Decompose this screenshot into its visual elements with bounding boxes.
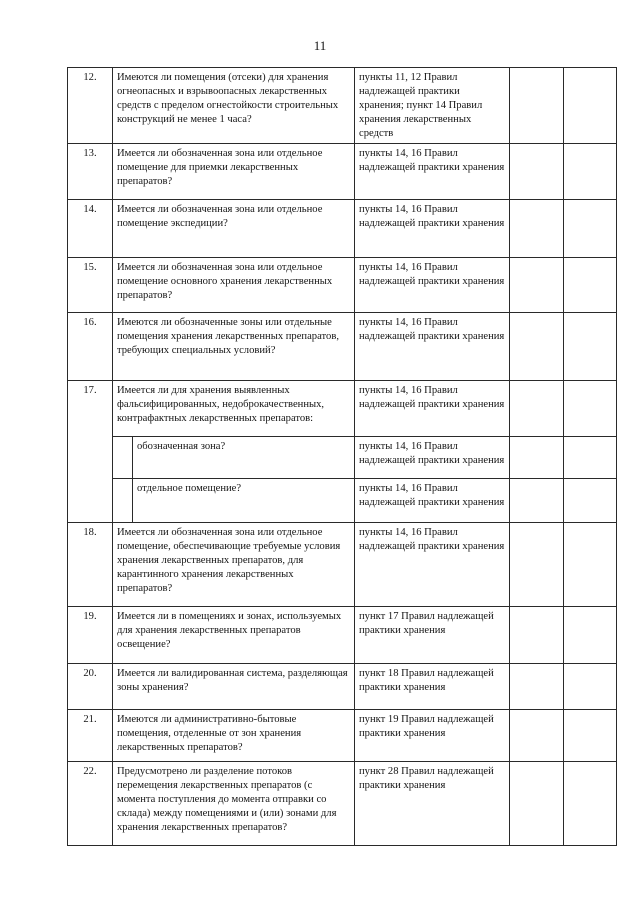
table-row xyxy=(68,313,617,381)
page-number: 11 xyxy=(313,38,327,53)
reference-cell: пункт 17 Правил надлежащей практики хранения xyxy=(355,607,510,664)
row-number: 13. xyxy=(68,144,113,200)
table-row xyxy=(68,68,617,144)
answer-cell[interactable] xyxy=(510,200,564,258)
answer-cell[interactable] xyxy=(510,381,564,437)
note-cell[interactable] xyxy=(564,523,617,607)
note-cell[interactable] xyxy=(564,381,617,437)
answer-cell[interactable] xyxy=(510,607,564,664)
table-row xyxy=(68,200,617,258)
table-row xyxy=(68,607,617,664)
question-cell: Имеются ли административно-бытовые помещения, отделенные от зон хранения лекарственных препаратов? xyxy=(113,710,355,762)
table-subrow xyxy=(68,479,617,523)
reference-cell: пункты 11, 12 Правил надлежащей практики хранения; пункт 14 Правил хранения лекарственных средств xyxy=(355,68,510,144)
reference-cell: пункты 14, 16 Правил надлежащей практики хранения xyxy=(355,200,510,258)
question-cell: Имеется ли обозначенная зона или отдельное помещение экспедиции? xyxy=(113,200,355,258)
answer-cell[interactable] xyxy=(510,313,564,381)
note-cell[interactable] xyxy=(564,200,617,258)
subquestion-cell: отдельное помещение? xyxy=(133,479,355,523)
question-cell: Имеются ли помещения (отсеки) для хранения огнеопасных и взрывоопасных лекарственных средств с пределом огнестойкости строительных конструкций не менее 1 часа? xyxy=(113,68,355,144)
indent-cell xyxy=(113,437,133,479)
reference-cell: пункты 14, 16 Правил надлежащей практики хранения xyxy=(355,258,510,313)
checklist-table xyxy=(67,67,617,846)
table-row xyxy=(68,664,617,710)
note-cell[interactable] xyxy=(564,437,617,479)
row-number: 16. xyxy=(68,313,113,381)
answer-cell[interactable] xyxy=(510,523,564,607)
table-row xyxy=(68,381,617,437)
answer-cell[interactable] xyxy=(510,479,564,523)
reference-cell: пункт 28 Правил надлежащей практики хранения xyxy=(355,762,510,846)
answer-cell[interactable] xyxy=(510,68,564,144)
question-cell: Имеется ли обозначенная зона или отдельное помещение, обеспечивающие требуемые условия хранения лекарственных препаратов, для карантинного хранения лекарственных препаратов? xyxy=(113,523,355,607)
row-number: 15. xyxy=(68,258,113,313)
row-number: 20. xyxy=(68,664,113,710)
question-cell: Имеется ли обозначенная зона или отдельное помещение для приемки лекарственных препаратов? xyxy=(113,144,355,200)
table-subrow xyxy=(68,437,617,479)
note-cell[interactable] xyxy=(564,68,617,144)
row-number: 17. xyxy=(68,381,113,523)
reference-cell: пункты 14, 16 Правил надлежащей практики хранения xyxy=(355,144,510,200)
answer-cell[interactable] xyxy=(510,258,564,313)
reference-cell: пункты 14, 16 Правил надлежащей практики хранения xyxy=(355,479,510,523)
note-cell[interactable] xyxy=(564,710,617,762)
note-cell[interactable] xyxy=(564,762,617,846)
row-number: 19. xyxy=(68,607,113,664)
answer-cell[interactable] xyxy=(510,710,564,762)
table-row xyxy=(68,710,617,762)
row-number: 21. xyxy=(68,710,113,762)
note-cell[interactable] xyxy=(564,258,617,313)
answer-cell[interactable] xyxy=(510,762,564,846)
reference-cell: пункты 14, 16 Правил надлежащей практики хранения xyxy=(355,381,510,437)
note-cell[interactable] xyxy=(564,144,617,200)
row-number: 18. xyxy=(68,523,113,607)
answer-cell[interactable] xyxy=(510,437,564,479)
question-cell: Имеется ли для хранения выявленных фальсифицированных, недоброкачественных, контрафактных лекарственных препаратов: xyxy=(113,381,355,437)
note-cell[interactable] xyxy=(564,607,617,664)
note-cell[interactable] xyxy=(564,313,617,381)
reference-cell: пункты 14, 16 Правил надлежащей практики хранения xyxy=(355,523,510,607)
table-row xyxy=(68,258,617,313)
question-cell: Имеется ли валидированная система, разделяющая зоны хранения? xyxy=(113,664,355,710)
question-cell: Имеется ли в помещениях и зонах, используемых для хранения лекарственных препаратов освещение? xyxy=(113,607,355,664)
reference-cell: пункты 14, 16 Правил надлежащей практики хранения xyxy=(355,313,510,381)
reference-cell: пункт 19 Правил надлежащей практики хранения xyxy=(355,710,510,762)
row-number: 14. xyxy=(68,200,113,258)
note-cell[interactable] xyxy=(564,479,617,523)
question-cell: Предусмотрено ли разделение потоков перемещения лекарственных препаратов (с момента поступления до момента отправки со склада) между помещениями и (или) зонами для хранения лекарственных препаратов? xyxy=(113,762,355,846)
reference-cell: пункты 14, 16 Правил надлежащей практики хранения xyxy=(355,437,510,479)
note-cell[interactable] xyxy=(564,664,617,710)
table-row xyxy=(68,144,617,200)
row-number: 12. xyxy=(68,68,113,144)
question-cell: Имеется ли обозначенная зона или отдельное помещение основного хранения лекарственных препаратов? xyxy=(113,258,355,313)
indent-cell xyxy=(113,479,133,523)
table-row xyxy=(68,762,617,846)
answer-cell[interactable] xyxy=(510,144,564,200)
table-row xyxy=(68,523,617,607)
reference-cell: пункт 18 Правил надлежащей практики хранения xyxy=(355,664,510,710)
question-cell: Имеются ли обозначенные зоны или отдельные помещения хранения лекарственных препаратов, требующих специальных условий? xyxy=(113,313,355,381)
row-number: 22. xyxy=(68,762,113,846)
subquestion-cell: обозначенная зона? xyxy=(133,437,355,479)
answer-cell[interactable] xyxy=(510,664,564,710)
